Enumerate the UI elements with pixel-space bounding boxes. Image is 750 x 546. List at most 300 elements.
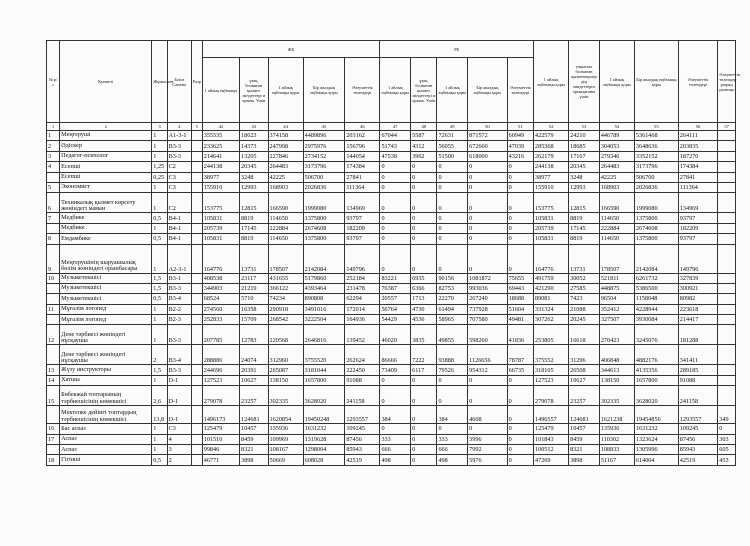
header-rb-contrib: Әлеуметтік төлемдері [507, 58, 533, 123]
value-cell: 0 [507, 234, 533, 244]
empty-cell [718, 345, 736, 365]
position-name: Мектепке дейінгі топтардың тәрбиешісінің көмекшісі [60, 406, 152, 424]
value-cell: 1323624 [634, 434, 678, 444]
value-cell: 2674608 [303, 223, 345, 233]
value-cell: 20557 [380, 294, 411, 304]
value-cell: 23257 [240, 386, 269, 406]
value-cell: 111364 [345, 182, 380, 192]
value-cell: 79526 [437, 365, 468, 375]
value-cell: 75655 [507, 273, 533, 283]
value-cell: 0 [507, 223, 533, 233]
value-cell: 56055 [437, 141, 468, 151]
value-cell: 0 [507, 406, 533, 424]
value-cell: 0 [411, 193, 437, 213]
value-cell: 300921 [678, 283, 717, 293]
position-name: Емдамбике [60, 234, 152, 244]
value-cell: 105831 [202, 213, 239, 223]
column-index: 43 [240, 123, 269, 131]
position-name: Аспаз [60, 434, 152, 444]
position-name: Меңгерушінің шаруашылық бөлім жөніндегі орынбасары [60, 244, 152, 273]
value-cell: 214417 [678, 315, 717, 325]
value-cell: 0 [380, 234, 411, 244]
value-cell: 0 [468, 172, 507, 182]
table-row [47, 315, 736, 325]
column-index: 47 [380, 123, 411, 131]
value-cell: 270423 [599, 325, 634, 345]
position-name: Мұғалім логопед [60, 304, 152, 314]
empty-cell [718, 131, 736, 141]
value-cell: 4228944 [634, 304, 678, 314]
value-cell: 1496557 [534, 406, 569, 424]
table-row [47, 213, 736, 223]
value-cell: 164776 [202, 244, 239, 273]
value-cell: 100512 [534, 445, 569, 455]
value-cell: 0 [437, 234, 468, 244]
value-cell: 31296 [569, 345, 600, 365]
empty-cell [718, 365, 736, 375]
column-index: 52 [534, 123, 569, 131]
column-index: 53 [569, 123, 600, 131]
value-cell: 8819 [240, 234, 269, 244]
staff-units: 0,25 [152, 172, 167, 182]
table-row [47, 345, 736, 365]
position-name: Меңгеруші [60, 131, 152, 141]
empty-cell [718, 234, 736, 244]
position-name: Гігінші [60, 455, 152, 465]
value-cell: 4489896 [303, 131, 345, 141]
value-cell: 264111 [678, 131, 717, 141]
value-cell: 0 [468, 424, 507, 434]
value-cell: 58965 [437, 315, 468, 325]
value-cell: 7423 [569, 294, 600, 304]
value-cell: 1305996 [634, 445, 678, 455]
value-cell: 42225 [268, 172, 303, 182]
value-cell: 4393464 [303, 283, 345, 293]
row-number: 6 [47, 193, 60, 213]
value-cell: 506700 [303, 172, 345, 182]
value-cell: 498 [380, 455, 411, 465]
rank-cell [191, 283, 202, 293]
value-cell: 0 [507, 172, 533, 182]
table-row [47, 151, 736, 161]
column-index: 56 [678, 123, 717, 131]
value-cell: 0 [411, 213, 437, 223]
value-cell: 267240 [468, 294, 507, 304]
staff-units: 1 [152, 304, 167, 314]
value-cell: 108167 [268, 445, 303, 455]
value-cell: 110302 [599, 434, 634, 444]
row-number [47, 345, 60, 365]
staff-units: 13,8 [152, 406, 167, 424]
value-cell: 0 [507, 375, 533, 385]
value-cell: 47538 [380, 151, 411, 161]
rank-cell [191, 141, 202, 151]
value-cell: 1319628 [303, 434, 345, 444]
table-row [47, 455, 736, 465]
value-cell: 67044 [380, 131, 411, 141]
value-cell: 108833 [599, 445, 634, 455]
value-cell: 166590 [268, 193, 303, 213]
value-cell: 86666 [380, 345, 411, 365]
header-total-contrib: Әлеуметтік төлемдері [678, 41, 717, 123]
position-name: Техникалық қызмет көрсету жөніндегі маман [60, 193, 152, 213]
empty-cell [718, 213, 736, 223]
empty-cell [718, 193, 736, 213]
staff-units: 0,5 [152, 294, 167, 304]
empty-cell [718, 223, 736, 233]
value-cell: 421290 [534, 283, 569, 293]
value-cell: 0 [411, 455, 437, 465]
header-total-perday: уақытша болмаған қызметкерлер дің міндеттерін орындағаны үшін [569, 41, 600, 123]
value-cell: 0 [437, 424, 468, 434]
value-cell: 8819 [240, 213, 269, 223]
value-cell: 349 [718, 406, 736, 424]
value-cell: 341411 [678, 345, 717, 365]
grade-category: 3 [167, 445, 191, 455]
staff-units: 1 [152, 193, 167, 213]
value-cell: 203835 [678, 141, 717, 151]
value-cell: 0 [468, 193, 507, 213]
value-cell: 0 [380, 244, 411, 273]
row-number: 1 [47, 131, 60, 141]
value-cell: 6935 [411, 273, 437, 283]
value-cell: 8459 [240, 434, 269, 444]
empty-cell [718, 283, 736, 293]
value-cell: 10457 [240, 424, 269, 434]
row-number [47, 294, 60, 304]
value-cell: 0 [437, 213, 468, 223]
value-cell: 60949 [507, 131, 533, 141]
staff-units: 1 [152, 445, 167, 455]
staff-units: 1,5 [152, 273, 167, 283]
value-cell: 205739 [202, 223, 239, 233]
value-cell: 384 [380, 406, 411, 424]
header-total-salary: 1 айлық еңбекақы қоры [534, 41, 569, 123]
value-cell: 3248 [569, 172, 600, 182]
value-cell: 41836 [507, 325, 533, 345]
value-cell: 62294 [345, 294, 380, 304]
value-cell: 139452 [345, 325, 380, 345]
value-cell: 8459 [569, 434, 600, 444]
value-cell: 0 [507, 213, 533, 223]
value-cell: 164936 [345, 315, 380, 325]
row-number: 18 [47, 455, 60, 465]
column-index: 50 [468, 123, 507, 131]
row-number: 7 [47, 213, 60, 223]
value-cell: 406848 [599, 345, 634, 365]
rank-cell [191, 172, 202, 182]
header-rb-salary: 1 айлық еңбекақы қоры [380, 58, 411, 123]
grade-category: 2 [167, 455, 191, 465]
rank-cell [191, 386, 202, 406]
header-rb-yearly: Бір жылдық еңбекақы қоры [468, 58, 507, 123]
value-cell: 5587 [411, 131, 437, 141]
grade-category: В3-4 [167, 345, 191, 365]
value-cell: 290918 [268, 304, 303, 314]
row-number [47, 172, 60, 182]
value-cell: 3181044 [303, 365, 345, 375]
value-cell: 51604 [507, 304, 533, 314]
value-cell: 605 [718, 445, 736, 455]
value-cell: 91088 [345, 375, 380, 385]
table-row [47, 182, 736, 192]
value-cell: 375552 [534, 345, 569, 365]
value-cell: 366122 [268, 283, 303, 293]
value-cell: 453 [718, 455, 736, 465]
value-cell: 0 [507, 162, 533, 172]
value-cell: 871572 [468, 131, 507, 141]
header-zb-contrib: Әлеуметтік төлемдері [345, 58, 380, 123]
value-cell: 446789 [599, 131, 634, 141]
value-cell: 2646816 [303, 325, 345, 345]
value-cell: 101843 [534, 434, 569, 444]
value-cell: 0 [507, 434, 533, 444]
table-row [47, 445, 736, 455]
value-cell: 0 [411, 386, 437, 406]
position-name: Есепші [60, 162, 152, 172]
value-cell: 2734152 [303, 151, 345, 161]
value-cell: 19450248 [303, 406, 345, 424]
value-cell: 0 [411, 424, 437, 434]
value-cell: 0 [468, 234, 507, 244]
grade-category: В3-4 [167, 294, 191, 304]
header-group-rb: РБ [380, 41, 534, 58]
value-cell: 331324 [534, 304, 569, 314]
empty-cell [718, 182, 736, 192]
value-cell: 0 [380, 386, 411, 406]
value-cell: 241158 [678, 386, 717, 406]
value-cell: 8819 [569, 213, 600, 223]
value-cell: 0 [437, 375, 468, 385]
grade-category: 4 [167, 434, 191, 444]
value-cell: 614004 [634, 455, 678, 465]
value-cell: 5386500 [634, 283, 678, 293]
value-cell: 20345 [569, 162, 600, 172]
value-cell: 127523 [202, 375, 239, 385]
value-cell: 89081 [534, 294, 569, 304]
table-row [47, 325, 736, 345]
value-cell: 244138 [202, 162, 239, 172]
column-index: 46 [345, 123, 380, 131]
value-cell: 0 [468, 375, 507, 385]
value-cell: 49481 [507, 315, 533, 325]
grade-category: В3-3 [167, 325, 191, 345]
value-cell: 114650 [268, 213, 303, 223]
rank-cell [191, 345, 202, 365]
value-cell: 207785 [202, 325, 239, 345]
value-cell: 253805 [534, 325, 569, 345]
table-row [47, 434, 736, 444]
empty-cell [718, 386, 736, 406]
grade-category: В3-1 [167, 273, 191, 283]
value-cell: 80982 [678, 294, 717, 304]
value-cell: 109245 [678, 424, 717, 434]
value-cell: 231478 [345, 283, 380, 293]
value-cell: 491759 [534, 273, 569, 283]
staff-units: 1,5 [152, 365, 167, 375]
table-row [47, 223, 736, 233]
value-cell: 0 [380, 223, 411, 233]
value-cell: 1375800 [634, 234, 678, 244]
column-index: 57 [718, 123, 736, 131]
header-staff: Жұмыспен [152, 41, 167, 123]
value-cell: 222450 [345, 365, 380, 375]
rank-cell [191, 182, 202, 192]
row-number: 16 [47, 424, 60, 434]
value-cell: 27585 [569, 283, 600, 293]
staff-units: 1 [152, 424, 167, 434]
position-name: Медбике . [60, 223, 152, 233]
staff-units: 2 [152, 345, 167, 365]
value-cell: 0 [411, 445, 437, 455]
grade-category: В3-3 [167, 365, 191, 375]
value-cell: 78787 [507, 345, 533, 365]
value-cell: 149796 [345, 244, 380, 273]
staff-units: 1 [152, 151, 167, 161]
value-cell: 0 [437, 172, 468, 182]
header-last: Әлеуметтік төлемдер разряд разница [718, 41, 736, 123]
row-number: 5 [47, 182, 60, 192]
value-cell: 91088 [678, 375, 717, 385]
value-cell: 51167 [599, 455, 634, 465]
value-cell: 114650 [599, 213, 634, 223]
value-cell: 0 [507, 182, 533, 192]
value-cell: 13731 [569, 244, 600, 273]
position-name: Бас аспаз [60, 424, 152, 434]
value-cell: 890808 [303, 294, 345, 304]
header-group-zb: ЖБ [202, 41, 380, 58]
value-cell: 431655 [268, 273, 303, 283]
column-index: 1 [47, 123, 60, 131]
value-cell: 333 [437, 434, 468, 444]
row-number: 14 [47, 375, 60, 385]
rank-cell [191, 151, 202, 161]
header-name: Қызметі [60, 41, 152, 123]
value-cell: 0 [380, 182, 411, 192]
value-cell: 138150 [268, 375, 303, 385]
value-cell: 50669 [268, 455, 303, 465]
value-cell: 85943 [345, 445, 380, 455]
value-cell: 448875 [599, 283, 634, 293]
staff-units: 1 [152, 244, 167, 273]
value-cell: 252833 [202, 315, 239, 325]
value-cell: 954312 [468, 365, 507, 375]
table-row [47, 234, 736, 244]
column-index: 51 [507, 123, 533, 131]
value-cell: 76387 [380, 283, 411, 293]
value-cell: 344903 [202, 283, 239, 293]
column-index-row [47, 123, 736, 131]
value-cell: 38977 [534, 172, 569, 182]
rank-cell [191, 193, 202, 213]
column-index: 42 [202, 123, 239, 131]
value-cell: 47269 [534, 455, 569, 465]
value-cell: 187270 [678, 151, 717, 161]
value-cell: 214641 [202, 151, 239, 161]
value-cell: 0 [507, 424, 533, 434]
column-index: 3 [152, 123, 167, 131]
staff-units: 1 [152, 131, 167, 141]
value-cell: 24210 [569, 131, 600, 141]
value-cell: 21088 [569, 304, 600, 314]
value-cell: 1375800 [303, 213, 345, 223]
value-cell: 174384 [678, 162, 717, 172]
value-cell: 222884 [268, 223, 303, 233]
value-cell: 73409 [380, 365, 411, 375]
value-cell: 1298004 [303, 445, 345, 455]
rank-cell [191, 131, 202, 141]
value-cell: 93888 [437, 345, 468, 365]
rank-cell [191, 294, 202, 304]
value-cell: 46771 [202, 455, 239, 465]
header-total-yearly: Бір жылдық еңбекақы қоры [634, 41, 678, 123]
value-cell: 0 [507, 445, 533, 455]
value-cell: 672660 [468, 141, 507, 151]
value-cell: 3222504 [303, 315, 345, 325]
value-cell: 168903 [268, 182, 303, 192]
value-cell: 1375800 [634, 213, 678, 223]
value-cell: 27841 [345, 172, 380, 182]
staff-units: 1 [152, 325, 167, 345]
value-cell: 109245 [345, 424, 380, 434]
grade-category: В4-1 [167, 223, 191, 233]
staff-units: 2,6 [152, 386, 167, 406]
value-cell: 7992 [468, 445, 507, 455]
staff-units: 1 [152, 141, 167, 151]
value-cell: 51743 [380, 141, 411, 151]
empty-cell [718, 162, 736, 172]
value-cell: 0 [437, 182, 468, 192]
row-number: 11 [47, 304, 60, 314]
value-cell: 93797 [345, 234, 380, 244]
value-cell: 327507 [599, 315, 634, 325]
value-cell: 0 [468, 162, 507, 172]
value-cell: 23257 [569, 386, 600, 406]
value-cell: 0 [468, 213, 507, 223]
table-row [47, 424, 736, 434]
value-cell: 993036 [468, 283, 507, 293]
empty-cell [718, 273, 736, 283]
value-cell: 4608 [468, 406, 507, 424]
column-index: 5 [191, 123, 202, 131]
value-cell: 666 [380, 445, 411, 455]
value-cell: 408538 [202, 273, 239, 283]
value-cell: 265087 [268, 365, 303, 375]
value-cell: 318105 [534, 365, 569, 375]
value-cell: 17145 [240, 223, 269, 233]
value-cell: 17167 [569, 151, 600, 161]
value-cell: 105831 [202, 234, 239, 244]
value-cell: 21219 [240, 283, 269, 293]
value-cell: 0 [411, 244, 437, 273]
value-cell: 26508 [569, 365, 600, 375]
row-number: 8 [47, 234, 60, 244]
value-cell: 3248 [240, 172, 269, 182]
empty-cell [718, 375, 736, 385]
value-cell: 3173796 [634, 162, 678, 172]
value-cell: 2142084 [303, 244, 345, 273]
empty-cell [718, 315, 736, 325]
value-cell: 27841 [678, 172, 717, 182]
value-cell: 99846 [202, 445, 239, 455]
value-cell: 166590 [599, 193, 634, 213]
value-cell: 3962 [411, 151, 437, 161]
value-cell: 109969 [268, 434, 303, 444]
rank-cell [191, 273, 202, 283]
value-cell: 135936 [599, 424, 634, 434]
value-cell: 3491016 [303, 304, 345, 314]
value-cell: 1621238 [599, 406, 634, 424]
